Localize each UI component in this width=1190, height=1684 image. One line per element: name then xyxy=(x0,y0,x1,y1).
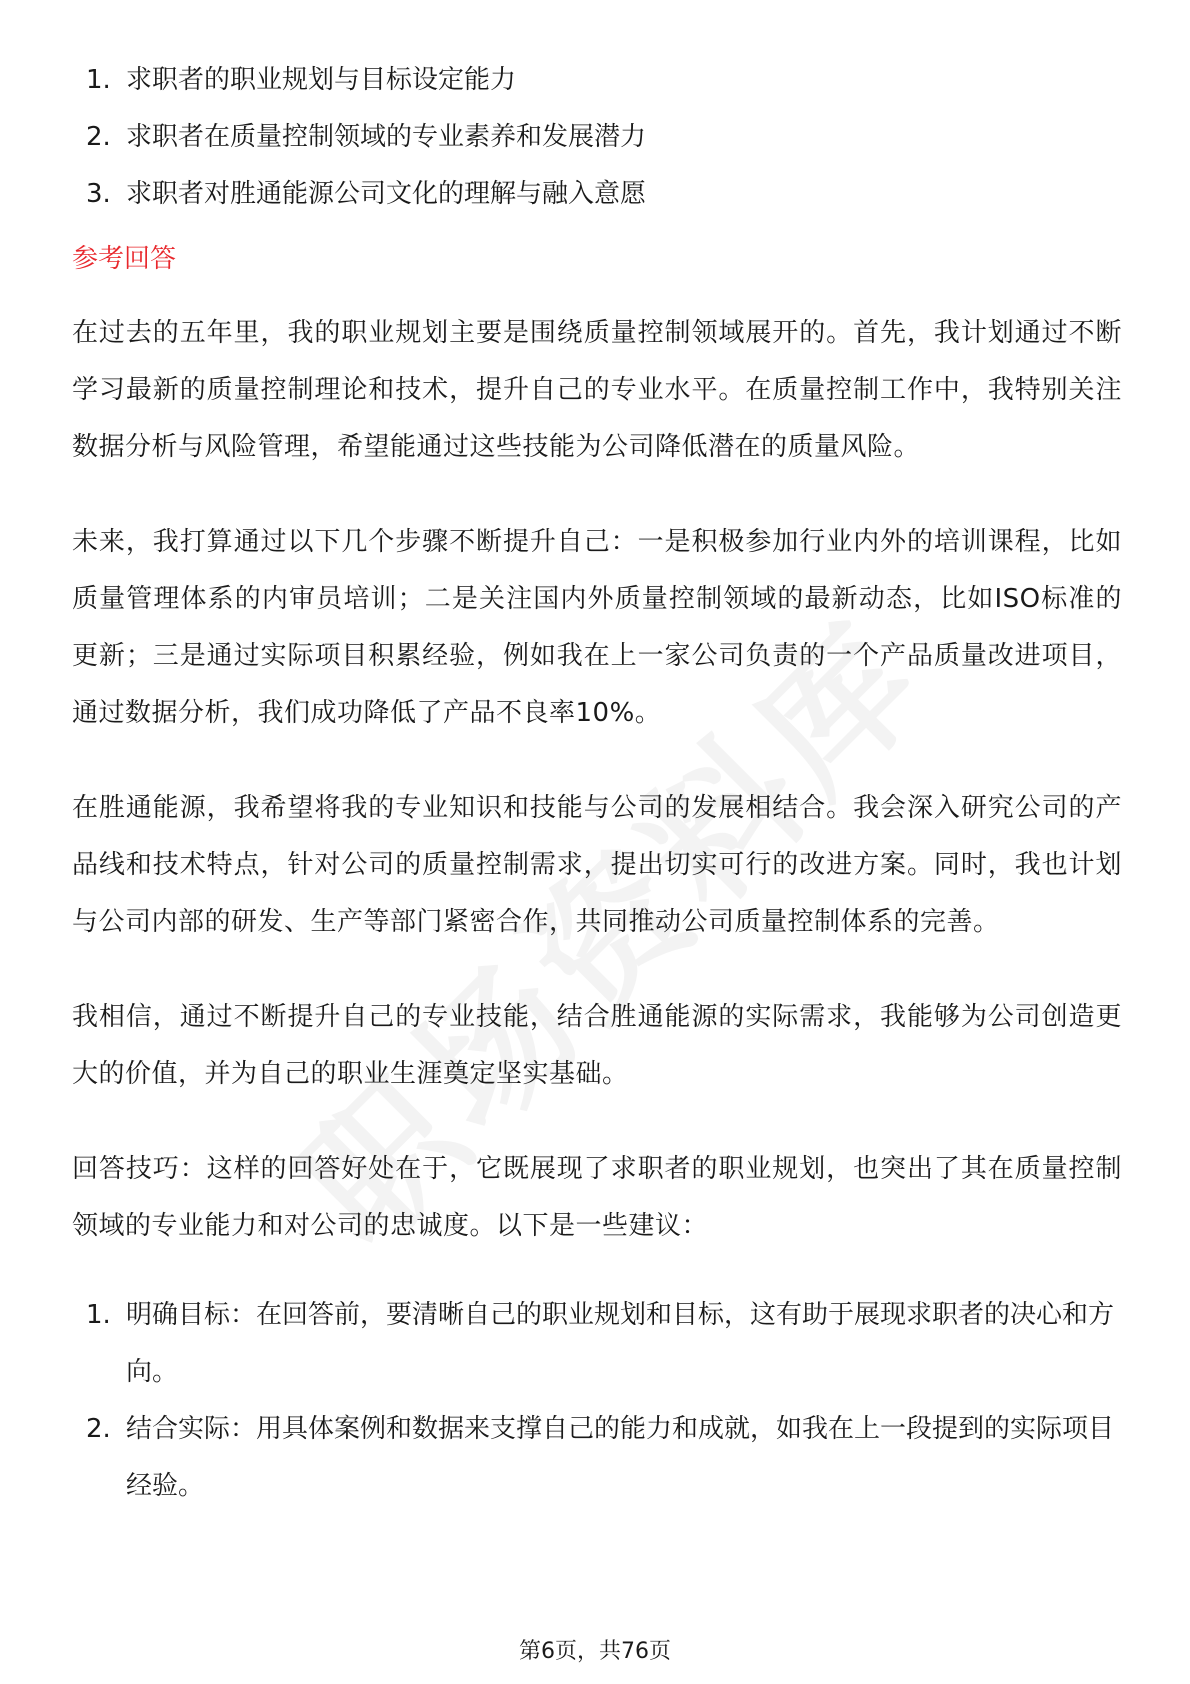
list-text: 求职者在质量控制领域的专业素养和发展潜力 xyxy=(126,122,647,152)
list-item xyxy=(72,1401,1122,1515)
list-item xyxy=(72,52,1122,109)
document-body xyxy=(72,52,1122,1515)
list-number: 2. xyxy=(86,122,111,152)
paragraph: 在胜通能源，我希望将我的专业知识和技能与公司的发展相结合。我会深入研究公司的产品线和技术特点，针对公司的质量控制需求，提出切实可行的改进方案。同时，我也计划与公司内部的研发、生产等部门紧密合作，共同推动公司质量控制体系的完善。 xyxy=(72,793,1122,937)
tips-intro: 回答技巧：这样的回答好处在于，它既展现了求职者的职业规划，也突出了其在质量控制领域的专业能力和对公司的忠诚度。以下是一些建议： xyxy=(72,1154,1122,1241)
intro-list xyxy=(72,52,1122,223)
list-number: 2. xyxy=(86,1414,111,1444)
list-text: 结合实际：用具体案例和数据来支撑自己的能力和成就，如我在上一段提到的实际项目经验。 xyxy=(126,1414,1115,1501)
list-item xyxy=(72,1287,1122,1401)
paragraph: 未来，我打算通过以下几个步骤不断提升自己：一是积极参加行业内外的培训课程，比如质量管理体系的内审员培训；二是关注国内外质量控制领域的最新动态，比如ISO标准的更新；三是通过实际项目积累经验，例如我在上一家公司负责的一个产品质量改进项目，通过数据分析，我们成功降低了产品不良率10%。 xyxy=(72,527,1122,728)
list-number: 3. xyxy=(86,179,111,209)
section-title: 参考回答 xyxy=(72,244,177,274)
list-text: 求职者的职业规划与目标设定能力 xyxy=(126,65,517,95)
paragraph: 在过去的五年里，我的职业规划主要是围绕质量控制领域展开的。首先，我计划通过不断学习最新的质量控制理论和技术，提升自己的专业水平。在质量控制工作中，我特别关注数据分析与风险管理，希望能通过这些技能为公司降低潜在的质量风险。 xyxy=(72,318,1122,462)
list-text: 求职者对胜通能源公司文化的理解与融入意愿 xyxy=(126,179,647,209)
list-item xyxy=(72,109,1122,166)
page-footer: 第6页，共76页 xyxy=(519,1639,671,1664)
tips-list xyxy=(72,1287,1122,1515)
list-item xyxy=(72,166,1122,223)
paragraph: 我相信，通过不断提升自己的专业技能，结合胜通能源的实际需求，我能够为公司创造更大的价值，并为自己的职业生涯奠定坚实基础。 xyxy=(72,1002,1122,1089)
list-number: 1. xyxy=(86,65,111,95)
list-number: 1. xyxy=(86,1300,111,1330)
list-text: 明确目标：在回答前，要清晰自己的职业规划和目标，这有助于展现求职者的决心和方向。 xyxy=(126,1300,1115,1387)
